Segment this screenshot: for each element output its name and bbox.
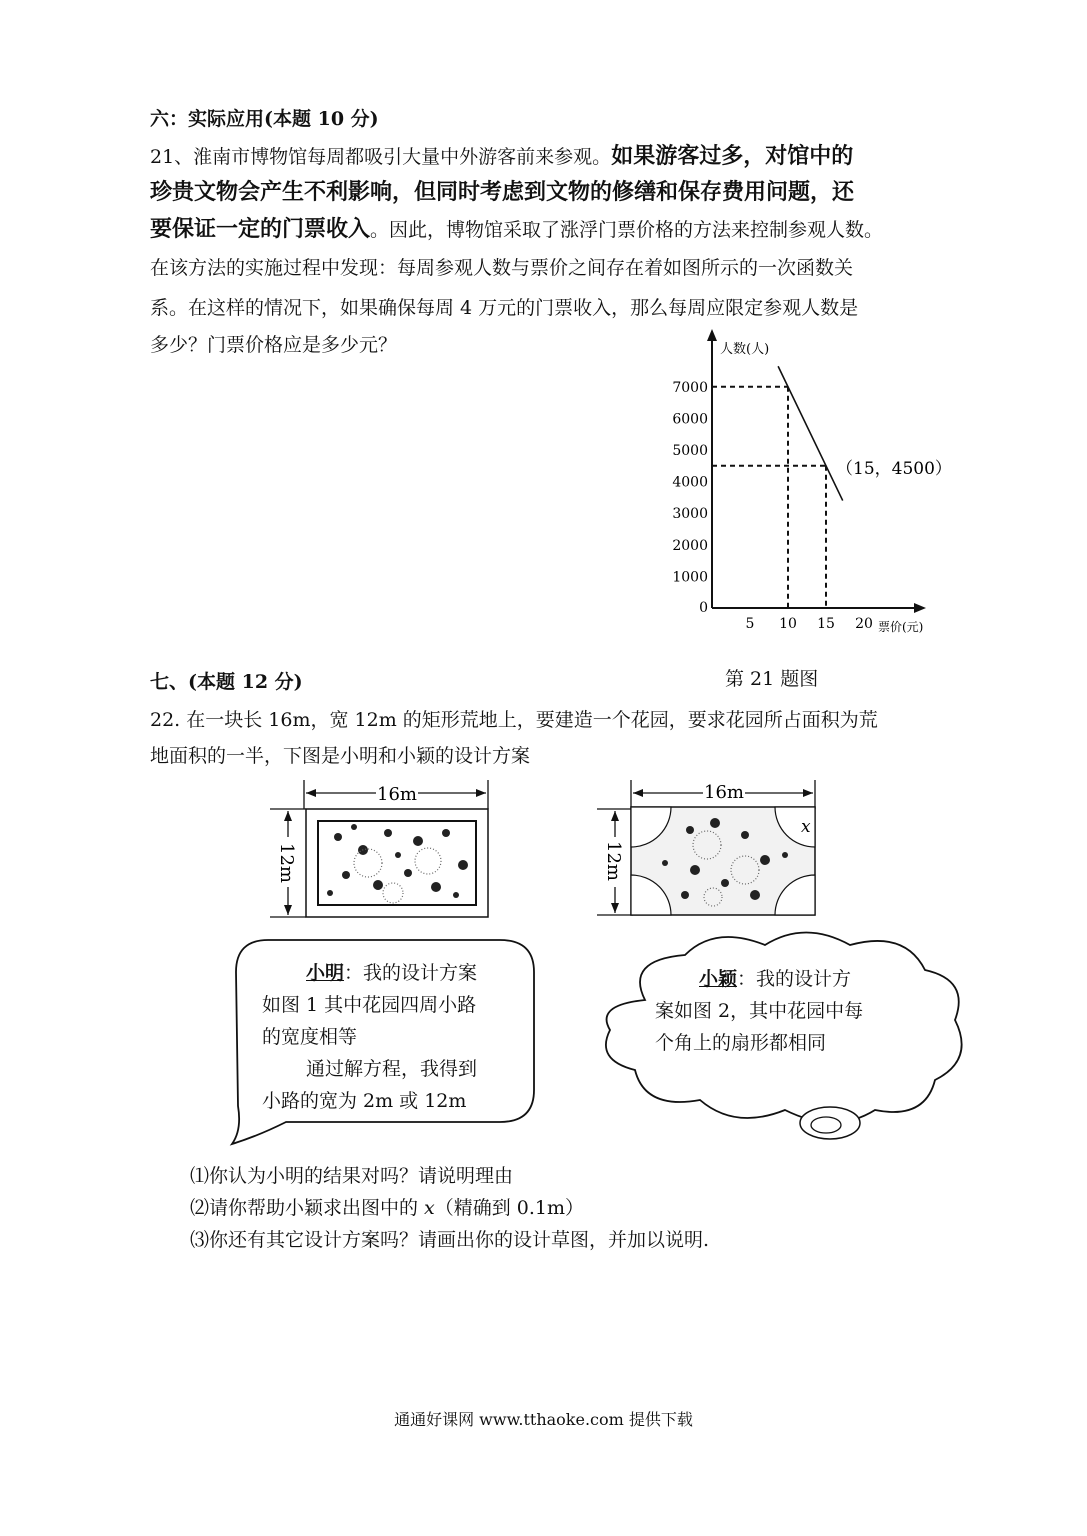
y-axis-label: 人数(人) [720,342,770,357]
q21-intro: 21、淮南市博物馆每周都吸引大量中外游客前来参观。 [150,146,612,168]
xiaoming-text [262,957,532,1117]
q21-line4: 在该方法的实施过程中发现：每周参观人数与票价之间存在着如图所示的一次函数关 [150,257,854,279]
x-tick-label: 5 [745,616,755,632]
q21-line3 [150,212,883,248]
xiaoying-name: 小颖 [699,968,738,990]
fig1-height-label: 12m [276,843,297,883]
x-tick-label: 15 [817,616,835,632]
xiaoming-line5: 小路的宽为 2m 或 12m [262,1090,467,1112]
fig1-width-label: 16m [377,784,417,805]
y-tick-label: 3000 [672,506,708,523]
chart-caption: 第 21 题图 [725,668,819,690]
q22-sub2-a: ⑵请你帮助小颖求出图中的 [190,1197,425,1219]
q21-line1 [150,139,970,175]
figure-2-xiaoying-design [595,775,825,925]
q21-bold-2: 珍贵文物会产生不利影响，但同时考虑到文物的修缮和保存费用问题，还 [150,180,855,205]
xiaoming-line2: 如图 1 其中花园四周小路 [262,994,477,1016]
section-six-heading: 六：实际应用(本题 10 分) [150,108,379,130]
x-axis-arrow [914,603,926,613]
xiaoying-text [655,963,895,1059]
q22-sub2-x: x [424,1197,435,1219]
xiaoming-name: 小明 [306,962,345,984]
q21-bold-3: 要保证一定的门票收入 [150,217,371,242]
x-tick-label: 10 [779,616,797,632]
q22-sub2 [190,1190,584,1226]
x-tick-label: 20 [855,616,873,632]
section-seven-heading: 七、(本题 12 分) [150,671,303,693]
fig2-width-label: 16m [704,782,744,803]
y-tick-label: 7000 [672,379,708,396]
y-tick-label: 1000 [672,569,708,586]
xiaoying-line1-rest: ：我的设计方 [737,968,852,990]
y-tick-label: 2000 [672,537,708,554]
xiaoying-line3: 个角上的扇形都相同 [655,1032,827,1054]
fig2-x-label: x [801,817,811,837]
xiaoming-line1 [262,957,532,989]
q22-line1: 22. 在一块长 16m，宽 12m 的矩形荒地上，要建造一个花园，要求花园所占面积为荒 [150,709,878,731]
xiaoming-line3: 的宽度相等 [262,1026,358,1048]
y-tick-label: 0 [699,600,708,616]
y-tick-label: 4000 [672,474,708,491]
xiaoming-line1-rest: ：我的设计方案 [344,962,478,984]
q21-line5: 系。在这样的情况下，如果确保每周 4 万元的门票收入，那么每周应限定参观人数是 [150,297,859,319]
x-axis-label: 票价(元) [878,620,924,634]
page-footer: 通通好课网 www.tthaoke.com 提供下载 [394,1410,693,1429]
q21-bold-1: 如果游客过多，对馆中的 [611,144,854,169]
y-axis-arrow [707,329,717,341]
y-tick-label: 6000 [672,411,708,428]
q21-after-bold: 。因此，博物馆采取了涨浮门票价格的方法来控制参观人数。 [370,219,884,241]
q21-line6: 多少？门票价格应是多少元？ [150,334,398,356]
q22-sub1: ⑴你认为小明的结果对吗？请说明理由 [190,1165,514,1187]
point-label: （15，4500） [836,458,952,479]
xiaoming-line4: 通过解方程，我得到 [306,1058,478,1080]
fig2-height-label: 12m [603,841,624,881]
q21-chart [660,325,960,645]
figure-1-xiaoming-design [268,775,498,925]
q22-sub3: ⑶你还有其它设计方案吗？请画出你的设计草图，并加以说明. [190,1229,710,1251]
q22-line2: 地面积的一半，下图是小明和小颖的设计方案 [150,745,531,767]
xiaoying-line2: 案如图 2，其中花园中每 [655,1000,864,1022]
q22-sub2-b: （精确到 0.1m） [434,1197,585,1219]
xiaoying-line1 [655,963,895,995]
y-tick-label: 5000 [672,443,708,459]
